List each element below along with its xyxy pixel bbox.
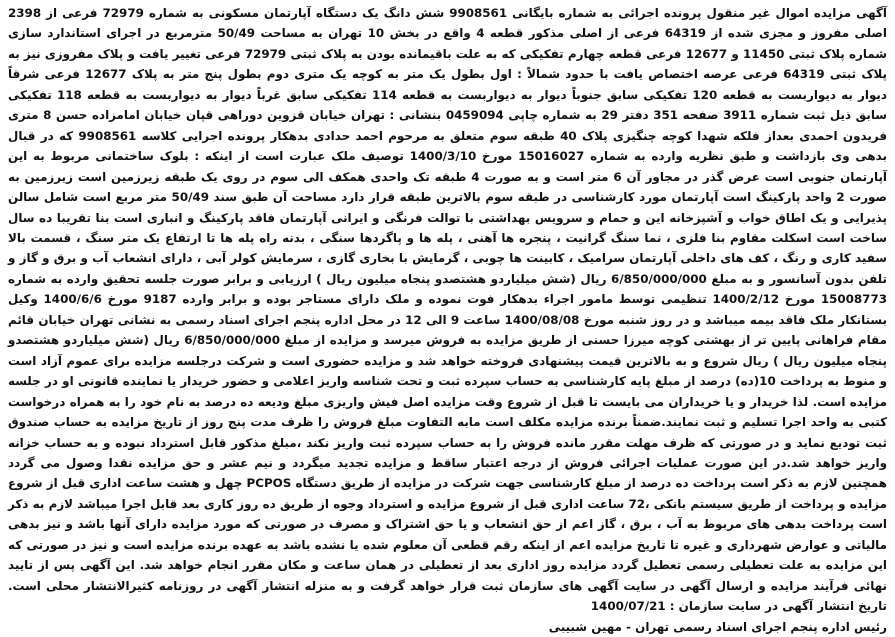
notice-body: آگهی مزایده اموال غیر منقول پرونده اجرائی به شماره بایگانی 9908561 شش دانگ یک دستگاه آپارتمان مسکونی به شماره 72979 فرعی از 2398 اصلی مفروز و مجزی شده از 64319 فرعی از اصلی مذکور قطعه 4 واقع در بخش 10 تهران به مساحت 50/49 مترمربع در اجرای استاندارد سازی شماره پلاک ثبتی 11450 و 12677 فرعی قطعه چهارم تفکیکی که به علت باقیمانده بودن به پلاک ثبتی 72979 فرعی تغییر یافت و پلاک مفروزی نیز به پلاک ثبتی 64319 فرعی عرصه اختصاص یافت با حدود شمالاً : اول بطول یک متر به کوچه یک متری دوم بطول پنج متر به پلاک 12677 فرعی شرقاً دیوار به دیواربست به قطعه 120 تفکیکی سابق جنوباً دیوار به دیواربست به قطعه 114 تفکیکی سابق غرباً دیوار به دیواربست به قطعه 118 تفکیکی سابق ذیل ثبت شماره 3911 صفحه 351 دفتر 29 به شماره چاپی 0459094 بنشانی : تهران خیابان قزوین دوراهی قپان خیابان امامزاده حسن 8 متری فریدون احمدی بعداز فلکه شهدا کوچه چنگیزی پلاک 40 طبقه سوم متعلق به مرحوم احمد حدادی بدهکار پرونده اجرایی کلاسه 9908561 که در قبال بدهی وی بازداشت و طبق نظریه وارده به شماره 15016027 مورخ 1400/3/10 توصیف ملک عبارت است از اینکه : بلوک ساختمانی مربوط به این آپارتمان جنوبی است عرض گذر در مجاور آن 6 متر است و به صورت 4 طبقه تک واحدی همکف الی سوم در روی یک طبقه زیرزمین است زیرزمین به صورت 2 واحد پارکینگ است آپارتمان مورد کارشناسی در طبقه سوم بالاترین طبقه قرار دارد مساحت آن طبق سند 50/49 متر مربع است شامل سالن پذیرایی و یک اطاق خواب و آشپزخانه این و حمام و سرویس بهداشتی با توالت فرنگی و ایرانی آپارتمان فاقد پارکینگ و انباری است بنا تقریبا ده سال ساخت است اسکلت مقاوم بنا فلزی ، نما سنگ گرانیت ، پنجره ها آهنی ، پله ها و پاگردها سنگی ، بدنه راه پله ها تا ارتفاع یک متر سنگ ، قسمت بالا سفید کاری و رنگ ، کف های داخلی آپارتمان سرامیک ، کابینت ها چوبی ، گرمایش با بخاری گازی ، سرمایش کولر آبی ، دارای انشعاب آب و برق و گاز و تلفن بدون آسانسور و به مبلغ 6/850/000/000 ریال (شش میلیاردو هشتصدو پنجاه میلیون ریال ) ارزیابی و برابر صورت جلسه تحقیق وارده به شماره 15008773 مورخ 1400/2/12 تنظیمی توسط مامور اجراء بدهکار فوت نموده و ملک دارای مستاجر بوده و برابر وارده 9187 مورخ 1400/6/6 وکیل بستانکار ملک فاقد بیمه میباشد و در روز شنبه مورخ 1400/08/08 ساعت 9 الی 12 در محل اداره پنجم اجرای اسناد رسمی به نشانی تهران خیابان قائم مقام فراهانی پایین تر از بهشتی کوچه میرزا حسنی از طریق مزایده به فروش میرسد و مزایده از مبلغ 6/850/000/000 ریال (شش میلیاردو هشتصدو پنجاه میلیون ریال ) ریال شروع و به بالاترین قیمت پیشنهادی فروخته خواهد شد و مزایده حضوری است و شرکت درجلسه مزایده برای عموم آزاد است و منوط به پرداخت 10(ده) درصد از مبلغ پایه کارشناسی به حساب سپرده ثبت و تحت شناسه واریز اعلامی و حضور خریدار یا نماینده قانونی او در جلسه مزایده است. لذا خریدار و یا خریداران می بایست تا قبل از شروع وقت مزایده اصل فیش واریزی مبلغ ودیعه ده درصد به نام خود را به همراه درخواست کتبی به واحد اجرا تسلیم و ثبت نمایند.ضمناً برنده مزایده مکلف است مابه التفاوت مبلغ فروش را ظرف مدت پنج روز از تاریخ مزایده به حساب صندوق ثبت تودیع نماید و در صورتی که ظرف مهلت مقرر مانده فروش را به حساب سپرده ثبت واریز نکند ،مبلغ مذکور قابل استرداد نبوده و به حساب خزانه واریز خواهد شد.در این صورت عملیات اجرائی فروش از درجه اعتبار ساقط و مزایده تجدید میگردد و نیم عشر و حق مزایده نقدا وصول می گردد همچنین لازم به ذکر است پرداخت ده درصد از مبلغ کارشناسی جهت شرکت در مزایده از طریق دستگاه PCPOS چهل و هشت ساعت اداری قبل از شروع مزایده و پرداخت از طریق سیستم بانکی ،72 ساعت اداری قبل از شروع مزایده و استرداد وجوه از طریق ده روز کاری بعد قابل اجرا میباشد لازم به ذکر است پرداخت بدهی های مربوط به آب ، برق ، گاز اعم از حق انشعاب و یا حق اشتراک و مصرف در صورتی که مورد مزایده دارای آنها باشد و نیز بدهی مالیاتی و عوارض شهرداری و غیره تا تاریخ مزایده اعم از اینکه رقم قطعی آن معلوم شده یا نشده باشد به عهده برنده مزایده است و نیز در صورتی که این مزایده به علت تعطیلی رسمی تعطیل گردد مزایده روز اداری بعد از تعطیلی در همان ساعت و مکان مقرر انجام خواهد شد. این آگهی پس از تایید نهائی فرآیند مزایده و ارسال آگهی در سایت آگهی های سازمان ثبت قرار خواهد گرفت و به منزله انتشار آگهی در روزنامه کثیرالانتشار محلی است. تاریخ انتشار آگهی در سایت سازمان : 1400/07/21 xyxy=(8,6,888,614)
notice-signature: رئیس اداره پنجم اجرای اسناد رسمی تهران - مهین شبیبی xyxy=(548,619,887,634)
